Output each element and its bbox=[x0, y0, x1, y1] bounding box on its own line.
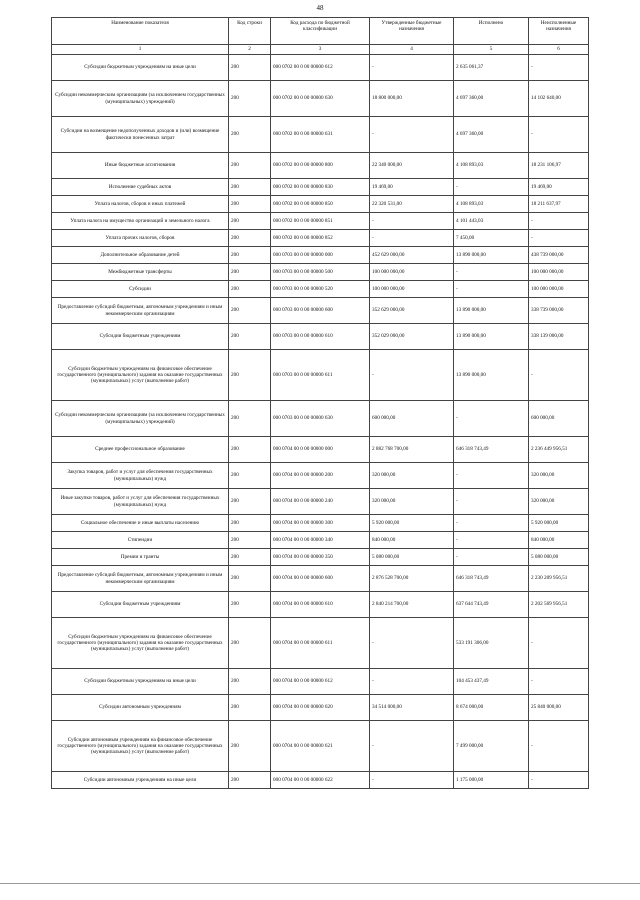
row-budget-code: 000 0702 00 0 00 00000 800 bbox=[271, 153, 370, 179]
row-approved: 22 320 531,00 bbox=[370, 196, 454, 213]
row-line-code: 200 bbox=[229, 213, 271, 230]
row-approved: - bbox=[370, 669, 454, 695]
table-row bbox=[52, 618, 589, 669]
column-number: 4 bbox=[370, 45, 454, 55]
row-executed: 13 890 000,00 bbox=[454, 298, 529, 324]
row-executed: 646 318 743,49 bbox=[454, 437, 529, 463]
row-unexecuted: 320 000,00 bbox=[529, 463, 589, 489]
row-name: Субсидии автономным учреждениям на иные цели bbox=[52, 772, 229, 789]
row-approved: 2 882 768 700,00 bbox=[370, 437, 454, 463]
table-row bbox=[52, 549, 589, 566]
budget-execution-table bbox=[51, 17, 589, 789]
row-budget-code: 000 0702 00 0 00 00000 851 bbox=[271, 213, 370, 230]
row-line-code: 200 bbox=[229, 298, 271, 324]
row-approved: 34 514 000,00 bbox=[370, 695, 454, 721]
row-name: Субсидии автономным учреждениям на финансовое обеспечение государственного (муниципального) задания на оказание государственных (муниципальных) услуг (выполнение работ) bbox=[52, 721, 229, 772]
row-approved: 320 000,00 bbox=[370, 463, 454, 489]
row-approved: 320 000,00 bbox=[370, 489, 454, 515]
table-row bbox=[52, 179, 589, 196]
row-line-code: 200 bbox=[229, 81, 271, 117]
table-row bbox=[52, 401, 589, 437]
row-approved: 452 629 000,00 bbox=[370, 247, 454, 264]
row-approved: - bbox=[370, 721, 454, 772]
row-budget-code: 000 0702 00 0 00 00000 631 bbox=[271, 117, 370, 153]
column-number: 3 bbox=[271, 45, 370, 55]
row-executed: 2 635 061,37 bbox=[454, 55, 529, 81]
row-unexecuted: - bbox=[529, 55, 589, 81]
row-approved: - bbox=[370, 230, 454, 247]
row-unexecuted: - bbox=[529, 117, 589, 153]
row-executed: 1 175 000,00 bbox=[454, 772, 529, 789]
row-budget-code: 000 0702 00 0 00 00000 852 bbox=[271, 230, 370, 247]
table-row bbox=[52, 721, 589, 772]
column-number-row bbox=[52, 45, 589, 55]
row-unexecuted: - bbox=[529, 669, 589, 695]
row-line-code: 200 bbox=[229, 264, 271, 281]
row-budget-code: 000 0703 00 0 00 00000 610 bbox=[271, 324, 370, 350]
row-approved: 100 000 000,00 bbox=[370, 264, 454, 281]
row-unexecuted: 338 139 000,00 bbox=[529, 324, 589, 350]
row-executed: 4 697 360,00 bbox=[454, 117, 529, 153]
row-name: Стипендии bbox=[52, 532, 229, 549]
page-bottom-rule bbox=[0, 883, 640, 884]
row-approved: 5 080 000,00 bbox=[370, 549, 454, 566]
row-unexecuted: - bbox=[529, 213, 589, 230]
row-name: Дополнительное образование детей bbox=[52, 247, 229, 264]
table-row bbox=[52, 153, 589, 179]
row-line-code: 200 bbox=[229, 179, 271, 196]
row-line-code: 200 bbox=[229, 618, 271, 669]
table-row bbox=[52, 264, 589, 281]
row-budget-code: 000 0703 00 0 00 00000 520 bbox=[271, 281, 370, 298]
row-approved: - bbox=[370, 618, 454, 669]
row-executed: 533 191 306,00 bbox=[454, 618, 529, 669]
row-name: Межбюджетные трансферты bbox=[52, 264, 229, 281]
header-name: Наименование показателя bbox=[52, 18, 229, 45]
row-name: Закупка товаров, работ и услуг для обеспечения государственных (муниципальных) нужд bbox=[52, 463, 229, 489]
table-row bbox=[52, 247, 589, 264]
row-name: Субсидии бюджетным учреждениям bbox=[52, 324, 229, 350]
table-row bbox=[52, 298, 589, 324]
row-unexecuted: 438 739 000,00 bbox=[529, 247, 589, 264]
table-row bbox=[52, 515, 589, 532]
table-row bbox=[52, 695, 589, 721]
table-row bbox=[52, 592, 589, 618]
row-name: Субсидии бюджетным учреждениям на финансовое обеспечение государственного (муниципального) задания на оказание государственных (муниципальных) услуг (выполнение работ) bbox=[52, 350, 229, 401]
row-line-code: 200 bbox=[229, 592, 271, 618]
row-budget-code: 000 0704 00 0 00 00000 350 bbox=[271, 549, 370, 566]
row-unexecuted: 18 231 106,97 bbox=[529, 153, 589, 179]
header-unexecuted: Неисполненные назначения bbox=[529, 18, 589, 45]
row-executed: 8 674 000,00 bbox=[454, 695, 529, 721]
column-number: 6 bbox=[529, 45, 589, 55]
row-executed: 4 108 893,03 bbox=[454, 196, 529, 213]
row-executed: - bbox=[454, 281, 529, 298]
table-row bbox=[52, 230, 589, 247]
row-name: Социальное обеспечение и иные выплаты населению bbox=[52, 515, 229, 532]
header-executed: Исполнено bbox=[454, 18, 529, 45]
row-unexecuted: 5 080 000,00 bbox=[529, 549, 589, 566]
table-row bbox=[52, 117, 589, 153]
row-budget-code: 000 0704 00 0 00 00000 621 bbox=[271, 721, 370, 772]
table-row bbox=[52, 281, 589, 298]
row-unexecuted: 5 920 000,00 bbox=[529, 515, 589, 532]
row-executed: 637 644 743,49 bbox=[454, 592, 529, 618]
row-line-code: 200 bbox=[229, 230, 271, 247]
row-line-code: 200 bbox=[229, 549, 271, 566]
row-name: Иные бюджетные ассигнования bbox=[52, 153, 229, 179]
row-unexecuted: - bbox=[529, 772, 589, 789]
row-approved: - bbox=[370, 350, 454, 401]
row-budget-code: 000 0704 00 0 00 00000 620 bbox=[271, 695, 370, 721]
table-row bbox=[52, 350, 589, 401]
row-line-code: 200 bbox=[229, 695, 271, 721]
table-row bbox=[52, 772, 589, 789]
row-line-code: 200 bbox=[229, 463, 271, 489]
row-name: Уплата налога на имущество организаций и земельного налога bbox=[52, 213, 229, 230]
row-executed: 13 890 000,00 bbox=[454, 350, 529, 401]
row-unexecuted: 100 000 000,00 bbox=[529, 264, 589, 281]
row-executed: - bbox=[454, 489, 529, 515]
row-executed: 646 318 743,49 bbox=[454, 566, 529, 592]
row-executed: 104 453 437,49 bbox=[454, 669, 529, 695]
row-line-code: 200 bbox=[229, 437, 271, 463]
page-number: 48 bbox=[316, 4, 324, 12]
row-unexecuted: 840 000,00 bbox=[529, 532, 589, 549]
row-name: Субсидии на возмещение недополученных доходов и (или) возмещение фактически понесенных затрат bbox=[52, 117, 229, 153]
table-row bbox=[52, 532, 589, 549]
row-unexecuted: 18 211 637,97 bbox=[529, 196, 589, 213]
row-unexecuted: 2 236 449 956,51 bbox=[529, 437, 589, 463]
row-budget-code: 000 0703 00 0 00 00000 500 bbox=[271, 264, 370, 281]
row-line-code: 200 bbox=[229, 489, 271, 515]
row-executed: 7 450,00 bbox=[454, 230, 529, 247]
row-name: Субсидии бюджетным учреждениям bbox=[52, 592, 229, 618]
row-budget-code: 000 0704 00 0 00 00000 600 bbox=[271, 566, 370, 592]
table-row bbox=[52, 213, 589, 230]
header-approved: Утвержденные бюджетные назначения bbox=[370, 18, 454, 45]
row-line-code: 200 bbox=[229, 117, 271, 153]
row-line-code: 200 bbox=[229, 721, 271, 772]
row-executed: - bbox=[454, 401, 529, 437]
row-unexecuted: 600 000,00 bbox=[529, 401, 589, 437]
row-approved: 100 000 000,00 bbox=[370, 281, 454, 298]
row-budget-code: 000 0702 00 0 00 00000 830 bbox=[271, 179, 370, 196]
row-approved: 840 000,00 bbox=[370, 532, 454, 549]
row-executed: 7 499 000,00 bbox=[454, 721, 529, 772]
row-budget-code: 000 0702 00 0 00 00000 850 bbox=[271, 196, 370, 213]
row-budget-code: 000 0703 00 0 00 00000 000 bbox=[271, 247, 370, 264]
table-row bbox=[52, 566, 589, 592]
row-name: Уплата налогов, сборов и иных платежей bbox=[52, 196, 229, 213]
row-unexecuted: 2 230 209 956,51 bbox=[529, 566, 589, 592]
row-approved: - bbox=[370, 772, 454, 789]
row-unexecuted: 25 840 000,00 bbox=[529, 695, 589, 721]
row-approved: 22 340 000,00 bbox=[370, 153, 454, 179]
row-name: Субсидии некоммерческим организациям (за исключением государственных (муниципальных) учреждений) bbox=[52, 81, 229, 117]
row-budget-code: 000 0704 00 0 00 00000 340 bbox=[271, 532, 370, 549]
row-line-code: 200 bbox=[229, 515, 271, 532]
row-unexecuted: 19 469,00 bbox=[529, 179, 589, 196]
row-approved: 19 469,00 bbox=[370, 179, 454, 196]
row-line-code: 200 bbox=[229, 401, 271, 437]
table-row bbox=[52, 196, 589, 213]
row-unexecuted: - bbox=[529, 350, 589, 401]
row-approved: 5 920 000,00 bbox=[370, 515, 454, 532]
row-budget-code: 000 0704 00 0 00 00000 240 bbox=[271, 489, 370, 515]
row-line-code: 200 bbox=[229, 532, 271, 549]
row-approved: 2 876 528 700,00 bbox=[370, 566, 454, 592]
row-line-code: 200 bbox=[229, 153, 271, 179]
row-executed: 13 890 000,00 bbox=[454, 324, 529, 350]
row-line-code: 200 bbox=[229, 324, 271, 350]
row-executed: - bbox=[454, 549, 529, 566]
table-row bbox=[52, 489, 589, 515]
row-unexecuted: - bbox=[529, 721, 589, 772]
row-executed: 4 108 893,03 bbox=[454, 153, 529, 179]
row-name: Уплата прочих налогов, сборов bbox=[52, 230, 229, 247]
row-executed: - bbox=[454, 463, 529, 489]
row-name: Предоставление субсидий бюджетным, автономным учреждениям и иным некоммерческим организациям bbox=[52, 566, 229, 592]
row-executed: - bbox=[454, 264, 529, 281]
row-name: Исполнение судебных актов bbox=[52, 179, 229, 196]
row-approved: 600 000,00 bbox=[370, 401, 454, 437]
row-executed: 4 697 360,00 bbox=[454, 81, 529, 117]
row-budget-code: 000 0702 00 0 00 00000 630 bbox=[271, 81, 370, 117]
row-budget-code: 000 0702 00 0 00 00000 612 bbox=[271, 55, 370, 81]
row-line-code: 200 bbox=[229, 669, 271, 695]
row-unexecuted: - bbox=[529, 618, 589, 669]
row-budget-code: 000 0704 00 0 00 00000 612 bbox=[271, 669, 370, 695]
row-budget-code: 000 0704 00 0 00 00000 610 bbox=[271, 592, 370, 618]
header-row bbox=[52, 18, 589, 45]
row-name: Субсидии бюджетным учреждениям на иные цели bbox=[52, 55, 229, 81]
row-approved: 2 840 214 700,00 bbox=[370, 592, 454, 618]
column-number: 2 bbox=[229, 45, 271, 55]
table-row bbox=[52, 463, 589, 489]
column-number: 5 bbox=[454, 45, 529, 55]
row-unexecuted: - bbox=[529, 230, 589, 247]
row-unexecuted: 338 739 000,00 bbox=[529, 298, 589, 324]
row-unexecuted: 2 202 569 956,51 bbox=[529, 592, 589, 618]
table-row bbox=[52, 324, 589, 350]
table-row bbox=[52, 437, 589, 463]
row-budget-code: 000 0704 00 0 00 00000 000 bbox=[271, 437, 370, 463]
row-executed: - bbox=[454, 532, 529, 549]
row-line-code: 200 bbox=[229, 772, 271, 789]
row-budget-code: 000 0704 00 0 00 00000 200 bbox=[271, 463, 370, 489]
row-name: Премии и гранты bbox=[52, 549, 229, 566]
row-executed: 4 101 443,03 bbox=[454, 213, 529, 230]
row-line-code: 200 bbox=[229, 247, 271, 264]
table-row bbox=[52, 669, 589, 695]
row-approved: 352 629 000,00 bbox=[370, 298, 454, 324]
row-name: Иные закупки товаров, работ и услуг для обеспечения государственных (муниципальных) нужд bbox=[52, 489, 229, 515]
row-budget-code: 000 0703 00 0 00 00000 611 bbox=[271, 350, 370, 401]
row-unexecuted: 320 000,00 bbox=[529, 489, 589, 515]
row-approved: - bbox=[370, 55, 454, 81]
row-executed: - bbox=[454, 515, 529, 532]
header-budget-code: Код расхода по бюджетной классификации bbox=[271, 18, 370, 45]
row-line-code: 200 bbox=[229, 55, 271, 81]
row-name: Субсидии бюджетным учреждениям на иные цели bbox=[52, 669, 229, 695]
row-line-code: 200 bbox=[229, 566, 271, 592]
row-line-code: 200 bbox=[229, 281, 271, 298]
row-executed: 13 890 000,00 bbox=[454, 247, 529, 264]
row-approved: 18 800 000,00 bbox=[370, 81, 454, 117]
row-name: Субсидии bbox=[52, 281, 229, 298]
row-name: Субсидии автономным учреждениям bbox=[52, 695, 229, 721]
table-row bbox=[52, 81, 589, 117]
row-budget-code: 000 0704 00 0 00 00000 300 bbox=[271, 515, 370, 532]
row-budget-code: 000 0704 00 0 00 00000 611 bbox=[271, 618, 370, 669]
table-body bbox=[52, 55, 589, 789]
row-name: Субсидии некоммерческим организациям (за исключением государственных (муниципальных) учреждений) bbox=[52, 401, 229, 437]
row-name: Предоставление субсидий бюджетным, автономным учреждениям и иным некоммерческим организациям bbox=[52, 298, 229, 324]
row-budget-code: 000 0703 00 0 00 00000 630 bbox=[271, 401, 370, 437]
row-executed: - bbox=[454, 179, 529, 196]
header-line-code: Код строки bbox=[229, 18, 271, 45]
row-unexecuted: 14 102 640,00 bbox=[529, 81, 589, 117]
row-name: Субсидии бюджетным учреждениям на финансовое обеспечение государственного (муниципального) задания на оказание государственных (муниципальных) услуг (выполнение работ) bbox=[52, 618, 229, 669]
row-budget-code: 000 0703 00 0 00 00000 600 bbox=[271, 298, 370, 324]
column-number: 1 bbox=[52, 45, 229, 55]
row-line-code: 200 bbox=[229, 196, 271, 213]
row-name: Среднее профессиональное образование bbox=[52, 437, 229, 463]
table-row bbox=[52, 55, 589, 81]
row-approved: - bbox=[370, 117, 454, 153]
row-budget-code: 000 0704 00 0 00 00000 622 bbox=[271, 772, 370, 789]
row-approved: 352 029 000,00 bbox=[370, 324, 454, 350]
row-unexecuted: 100 000 000,00 bbox=[529, 281, 589, 298]
row-approved: - bbox=[370, 213, 454, 230]
row-line-code: 200 bbox=[229, 350, 271, 401]
